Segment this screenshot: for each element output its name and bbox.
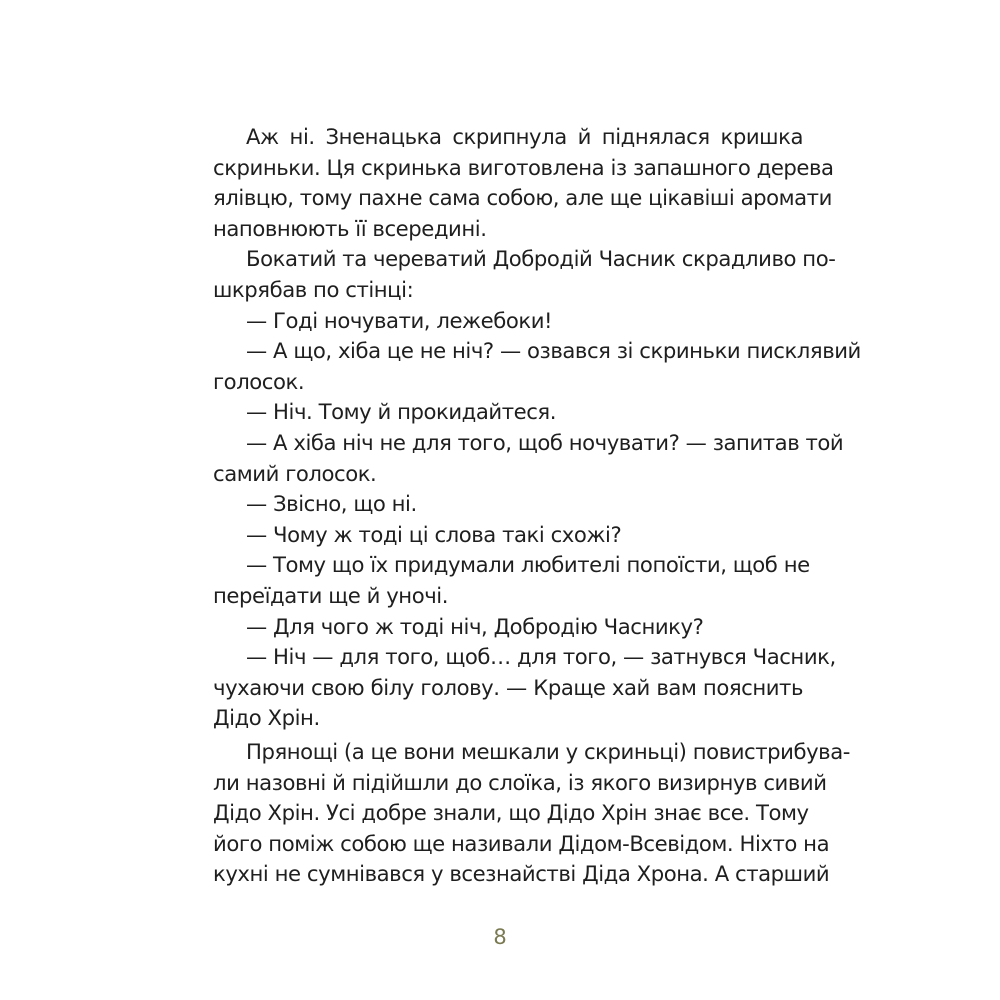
text-line: голосок. bbox=[213, 368, 305, 394]
text-line: — Для чого ж тоді ніч, Добродію Часнику? bbox=[246, 613, 704, 639]
text-line: переїдати ще й уночі. bbox=[213, 582, 449, 608]
text-line: — А хіба ніч не для того, щоб ночувати? — запитав той bbox=[246, 429, 844, 455]
text-line: чухаючи свою білу голову. — Краще хай вам пояснить bbox=[213, 674, 803, 700]
text-line: ли назовні й підійшли до слоїка, із якого визирнув сивий bbox=[213, 769, 827, 795]
text-line: Бокатий та череватий Добродій Часник скрадливо по- bbox=[246, 246, 836, 272]
text-line: ялівцю, тому пахне сама собою, але ще цікавіші аромати bbox=[213, 185, 832, 211]
text-line: — Тому що їх придумали любителі попоїсти, щоб не bbox=[246, 552, 810, 578]
text-block-dialogue bbox=[213, 122, 861, 734]
text-line: скриньки. Ця скринька виготовлена із запашного дерева bbox=[213, 154, 834, 180]
text-line: Аж ні. Зненацька скрипнула й піднялася кришка bbox=[246, 124, 803, 149]
text-line: наповнюють її всередині. bbox=[213, 215, 487, 241]
text-line: шкрябав по стінці: bbox=[213, 276, 414, 302]
text-block-narration bbox=[213, 737, 850, 890]
text-line: Дідо Хрін. Усі добре знали, що Дідо Хрін знає все. Тому bbox=[213, 800, 809, 826]
text-line: — А що, хіба це не ніч? — озвався зі скриньки писклявий bbox=[246, 338, 861, 364]
text-line: самий голосок. bbox=[213, 460, 377, 486]
text-line: — Годі ночувати, лежебоки! bbox=[246, 307, 553, 333]
text-line: його поміж собою ще називали Дідом-Всевідом. Ніхто на bbox=[213, 830, 830, 856]
text-line: — Ніч. Тому й прокидайтеся. bbox=[246, 399, 556, 425]
text-line: — Звісно, що ні. bbox=[246, 491, 417, 517]
page-number: 8 bbox=[493, 925, 507, 949]
text-line: — Ніч — для того, щоб… для того, — затнувся Часник, bbox=[246, 644, 836, 670]
text-line: Прянощі (а це вони мешкали у скриньці) повистрибува- bbox=[246, 739, 850, 764]
text-line: Дідо Хрін. bbox=[213, 705, 320, 731]
text-line: кухні не сумнівався у всезнайстві Діда Хрона. А старший bbox=[213, 861, 830, 887]
text-line: — Чому ж тоді ці слова такі схожі? bbox=[246, 521, 622, 547]
